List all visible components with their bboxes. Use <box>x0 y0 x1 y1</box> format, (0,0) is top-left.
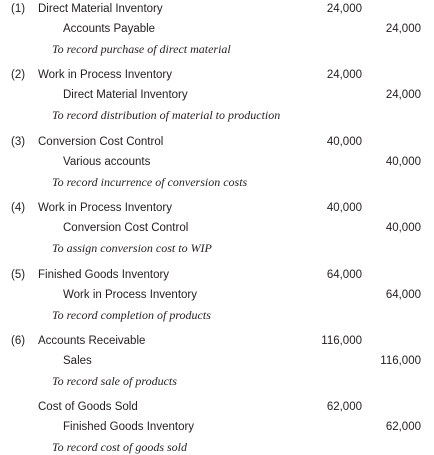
entry-5-credit-line <box>0 287 434 303</box>
entry-2-memo-line <box>0 107 434 123</box>
entry-6-memo-line <box>0 373 434 389</box>
entry-5-debit-account: Finished Goods Inventory <box>38 269 170 281</box>
entry-2-credit-line <box>0 87 434 103</box>
entry-1-debit-amount: 24,000 <box>326 3 362 15</box>
entry-1-credit-line <box>0 21 434 37</box>
entry-5-memo: To record completion of products <box>52 308 211 322</box>
entry-4-memo-line <box>0 240 434 256</box>
entry-7-debit-account: Cost of Goods Sold <box>38 401 138 413</box>
entry-5-credit-account: Work in Process Inventory <box>63 289 198 301</box>
entry-7-debit-amount: 62,000 <box>326 401 362 413</box>
entry-7-memo: To record cost of goods sold <box>52 440 188 454</box>
entry-4-memo: To assign conversion cost to WIP <box>52 241 212 255</box>
entry-2-memo: To record distribution of material to production <box>52 108 281 122</box>
entry-4-debit-account: Work in Process Inventory <box>38 202 173 214</box>
entry-2-debit-line <box>0 67 434 83</box>
entry-3-debit-account: Conversion Cost Control <box>38 136 164 148</box>
entry-1-number: (1) <box>11 3 26 15</box>
entry-1-credit-amount: 24,000 <box>385 23 421 35</box>
entry-3-credit-account: Various accounts <box>63 156 151 168</box>
entry-6-credit-line <box>0 353 434 369</box>
entry-3-credit-amount: 40,000 <box>385 156 421 168</box>
entry-2-credit-amount: 24,000 <box>385 89 421 101</box>
entry-2-number: (2) <box>11 69 26 81</box>
entry-4-credit-amount: 40,000 <box>385 222 421 234</box>
entry-6-number: (6) <box>11 335 26 347</box>
entry-1-debit-account: Direct Material Inventory <box>38 3 163 15</box>
entry-5-credit-amount: 64,000 <box>385 289 421 301</box>
entry-6-memo: To record sale of products <box>52 374 177 388</box>
entry-5-number: (5) <box>11 269 26 281</box>
entry-3-memo: To record incurrence of conversion costs <box>52 175 248 189</box>
entry-1-credit-account: Accounts Payable <box>63 23 156 35</box>
entry-5-debit-amount: 64,000 <box>326 269 362 281</box>
entry-1-debit-line <box>0 1 434 17</box>
entry-7-credit-amount: 62,000 <box>385 421 421 433</box>
entry-4-debit-line <box>0 200 434 216</box>
entry-2-debit-account: Work in Process Inventory <box>38 69 173 81</box>
entry-4-number: (4) <box>11 202 26 214</box>
entry-7-memo-line <box>0 439 434 455</box>
entry-5-debit-line <box>0 267 434 283</box>
entry-7-credit-account: Finished Goods Inventory <box>63 421 195 433</box>
entry-4-debit-amount: 40,000 <box>326 202 362 214</box>
entry-6-debit-amount: 116,000 <box>321 335 362 347</box>
entry-3-number: (3) <box>11 136 26 148</box>
entry-7-debit-line <box>0 399 434 415</box>
entry-3-credit-line <box>0 154 434 170</box>
entry-2-credit-account: Direct Material Inventory <box>63 89 188 101</box>
entry-1-memo-line <box>0 41 434 57</box>
entry-5-memo-line <box>0 307 434 323</box>
entry-3-memo-line <box>0 174 434 190</box>
entry-4-credit-line <box>0 220 434 236</box>
entry-4-credit-account: Conversion Cost Control <box>63 222 189 234</box>
entry-3-debit-line <box>0 134 434 150</box>
entry-1-memo: To record purchase of direct material <box>52 42 231 56</box>
entry-6-debit-line <box>0 333 434 349</box>
entry-2-debit-amount: 24,000 <box>326 69 362 81</box>
entry-3-debit-amount: 40,000 <box>326 136 362 148</box>
entry-6-credit-account: Sales <box>63 355 92 367</box>
entry-6-debit-account: Accounts Receivable <box>38 335 146 347</box>
entry-6-credit-amount: 116,000 <box>380 355 421 367</box>
entry-7-credit-line <box>0 419 434 435</box>
